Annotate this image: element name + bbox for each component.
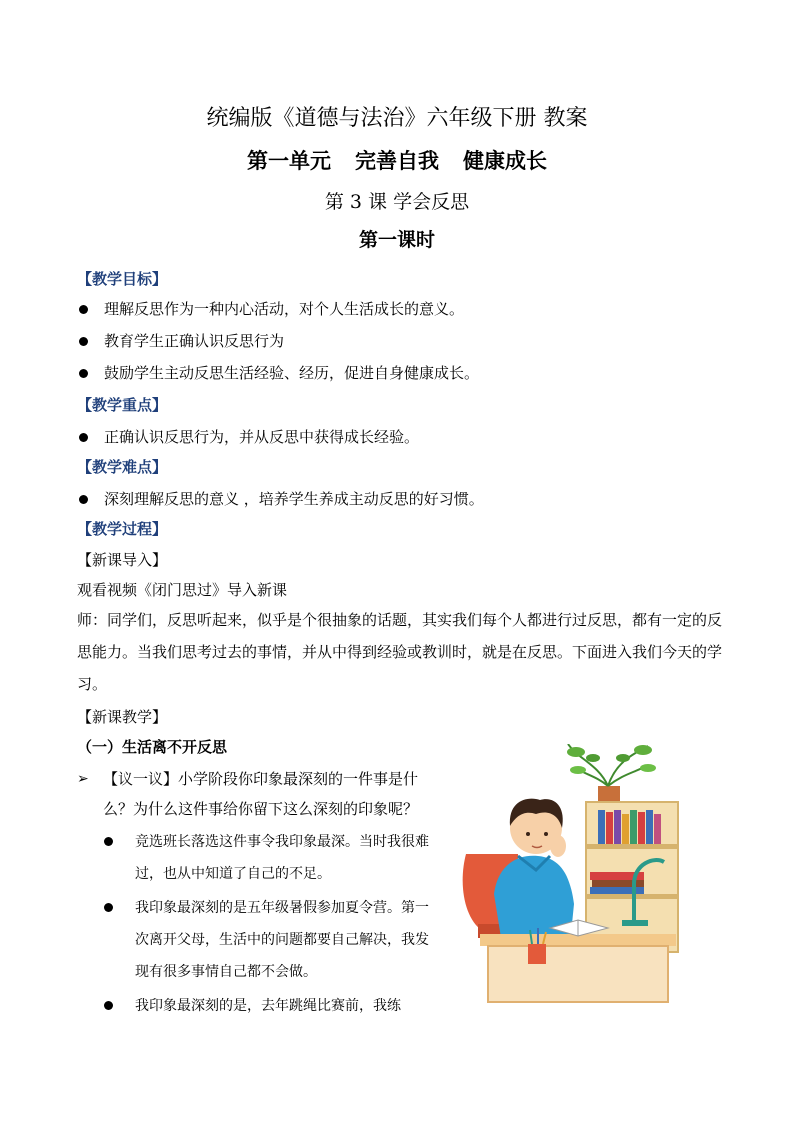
bullet-icon [79, 495, 88, 504]
intro-line: 观看视频《闭门思过》导入新课 [77, 581, 288, 599]
list-item: 深刻理解反思的意义 ，培养学生养成主动反思的好习惯。 [77, 488, 484, 510]
list-item: 鼓励学生主动反思生活经验、经历，促进自身健康成长。 [77, 362, 479, 384]
goals-heading: 【教学目标】 [77, 270, 168, 288]
lesson-title: 第 3 课 学会反思 [324, 191, 470, 213]
discussion-line: 么？为什么这件事给你留下这么深刻的印象呢？ [103, 800, 419, 818]
key-points-heading: 【教学重点】 [77, 396, 168, 414]
unit-part: 第一单元 [247, 149, 331, 173]
new-lesson-label: 【新课教学】 [77, 708, 168, 726]
bullet-icon [79, 433, 88, 442]
list-item: 教育学生正确认识反思行为 [77, 330, 284, 352]
unit-part: 健康成长 [463, 149, 547, 173]
bullet-icon [79, 369, 88, 378]
section-heading: （一）生活离不开反思 [77, 738, 228, 756]
document-title: 统编版《道德与法治》六年级下册 教案 [206, 106, 588, 131]
arrow-bullet-icon: ➢ [77, 771, 89, 787]
period-title: 第一课时 [358, 229, 435, 251]
bullet-icon [79, 305, 88, 314]
difficulties-heading: 【教学难点】 [77, 458, 168, 476]
bullet-icon [104, 903, 113, 912]
teacher-paragraph: 师：同学们，反思听起来，似乎是个很抽象的话题，其实我们每个人都进行过反思，都有一定的反思能力。当我们思考过去的事情，并从中得到经验或教训时，就是在反思。下面进入我们今天的学习。 [77, 611, 723, 693]
discussion-prompt [77, 764, 449, 824]
unit-part: 完善自我 [355, 149, 439, 173]
process-heading: 【教学过程】 [77, 520, 168, 538]
list-item: 竞选班长落选这件事令我印象最深。当时我很难过，也从中知道了自己的不足。 [102, 826, 442, 890]
list-item: 理解反思作为一种内心活动，对个人生活成长的意义。 [77, 298, 464, 320]
bullet-icon [79, 337, 88, 346]
list-item: 我印象最深刻的是五年级暑假参加夏令营。第一次离开父母，生活中的问题都要自己解决，我发现有很多事情自己都不会做。 [102, 892, 442, 988]
list-item: 正确认识反思行为，并从反思中获得成长经验。 [77, 426, 419, 448]
bullet-icon [104, 1001, 113, 1010]
list-item: 我印象最深刻的是，去年跳绳比赛前，我练 [102, 990, 442, 1022]
discussion-line: 【议一议】小学阶段你印象最深刻的一件事是什 [103, 770, 419, 788]
answer-list [102, 826, 442, 1024]
intro-label: 【新课导入】 [77, 551, 168, 569]
boy-reading-at-desk-illustration [458, 744, 688, 1006]
unit-title [0, 146, 794, 176]
bullet-icon [104, 837, 113, 846]
